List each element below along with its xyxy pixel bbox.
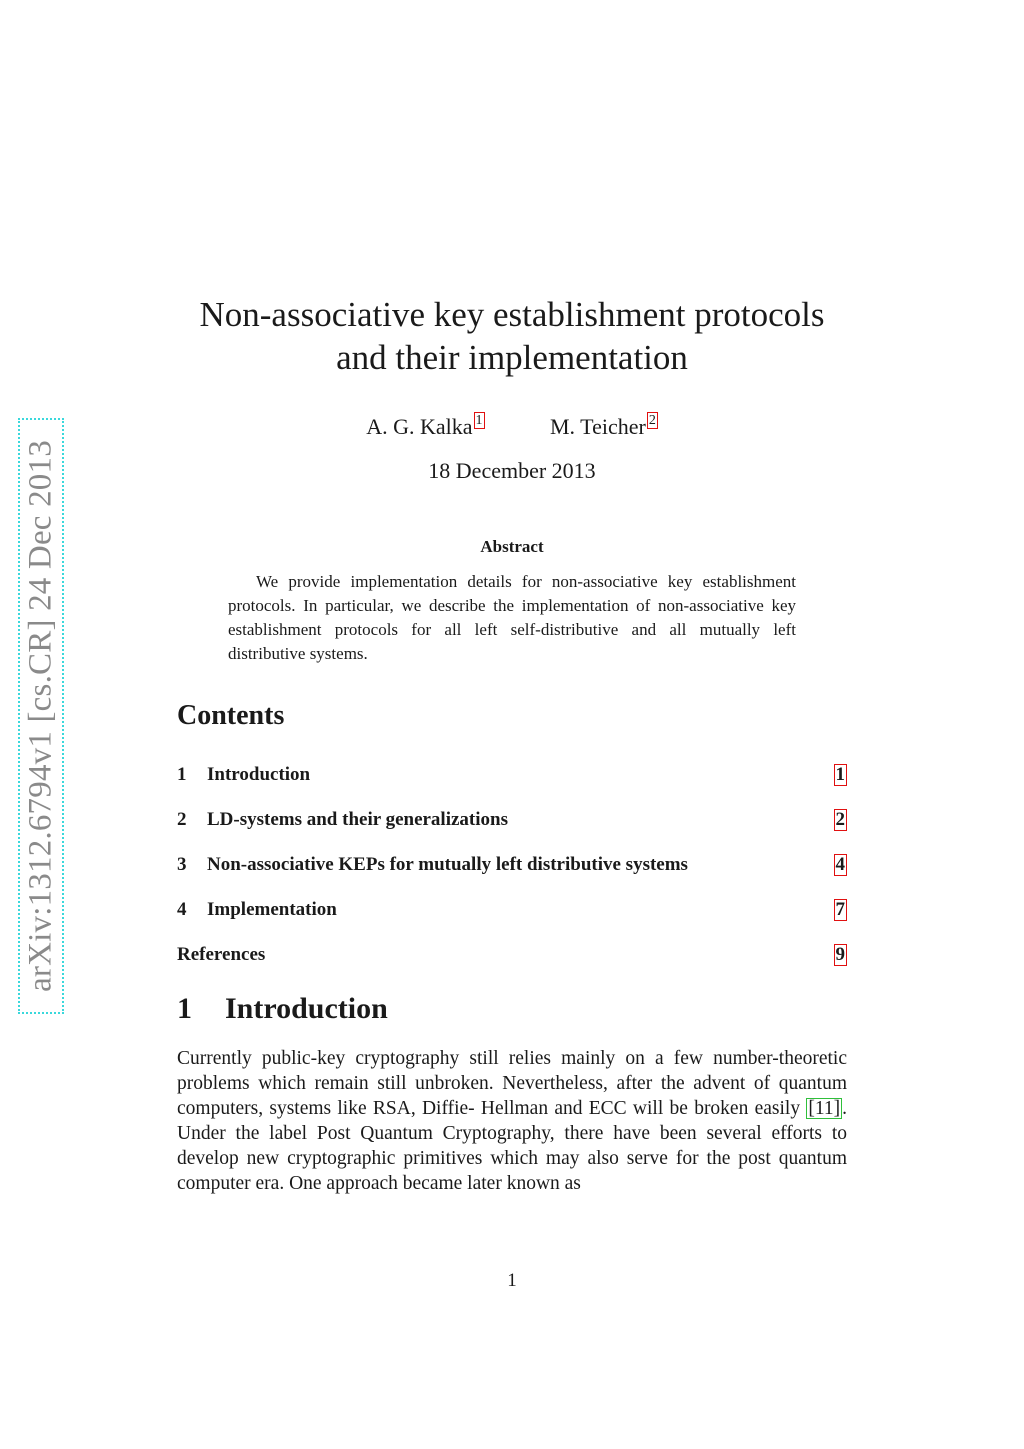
toc-page-link[interactable]: 1 (835, 763, 845, 785)
intro-text-continued: . Under the label Post Quantum Cryptography, there have been several efforts to develop new cryptographic primitives which may also serve for the post quantum computer era. One approach became later known as (177, 1098, 847, 1194)
section-number: 1 (177, 992, 192, 1025)
arxiv-identifier[interactable]: arXiv:1312.6794v1 [cs.CR] 24 Dec 2013 (22, 440, 59, 992)
paper-date: 18 December 2013 (428, 458, 596, 483)
paper-title (0, 293, 1024, 379)
toc-page-link[interactable]: 7 (835, 898, 845, 920)
intro-text: Currently public-key cryptography still relies mainly on a few number-theoretic problems which remain still unbroken. Nevertheless, after the advent of quantum computers, systems like RSA, Diffie- Hellman and ECC will be broken easily (177, 1048, 847, 1119)
author-name: A. G. Kalka (366, 414, 473, 439)
toc-page-link[interactable]: 4 (835, 853, 845, 875)
intro-paragraph (177, 1046, 847, 1196)
toc-entry[interactable] (177, 932, 847, 977)
section-heading (177, 992, 388, 1026)
title-line-1: Non-associative key establishment protocols (199, 295, 825, 334)
page-number: 1 (507, 1270, 517, 1291)
arxiv-stamp (18, 418, 64, 1014)
toc-title[interactable]: Introduction (207, 763, 311, 785)
toc-entry[interactable] (177, 797, 847, 842)
toc-page-link[interactable]: 9 (835, 943, 845, 965)
toc-title[interactable]: Non-associative KEPs for mutually left distributive systems (207, 853, 688, 875)
author-1 (366, 412, 484, 440)
toc-page-link[interactable]: 2 (835, 808, 845, 830)
citation-link[interactable]: [11] (808, 1098, 841, 1119)
abstract-heading: Abstract (480, 537, 544, 556)
table-of-contents (177, 752, 847, 977)
toc-entry[interactable] (177, 887, 847, 932)
toc-title[interactable]: LD-systems and their generalizations (207, 808, 508, 830)
toc-title[interactable]: References (177, 943, 266, 965)
footnote-link[interactable]: 1 (475, 413, 483, 428)
toc-title[interactable]: Implementation (207, 898, 337, 920)
abstract-text: We provide implementation details for non-associative key establishment protocols. In particular, we describe the implementation of non-associative key establishment protocols for all left self-distributive and all mutually left distributive systems. (228, 572, 796, 663)
author-2 (550, 412, 658, 440)
section-title: Introduction (225, 992, 388, 1025)
toc-number: 2 (177, 808, 187, 830)
footnote-link[interactable]: 2 (648, 413, 656, 428)
contents-heading: Contents (177, 700, 285, 731)
toc-entry[interactable] (177, 842, 847, 887)
toc-entry[interactable] (177, 752, 847, 797)
toc-number: 3 (177, 853, 187, 875)
author-list (0, 412, 1024, 440)
toc-number: 4 (177, 898, 187, 920)
toc-number: 1 (177, 763, 187, 785)
author-name: M. Teicher (550, 414, 646, 439)
title-line-2: and their implementation (336, 338, 688, 377)
